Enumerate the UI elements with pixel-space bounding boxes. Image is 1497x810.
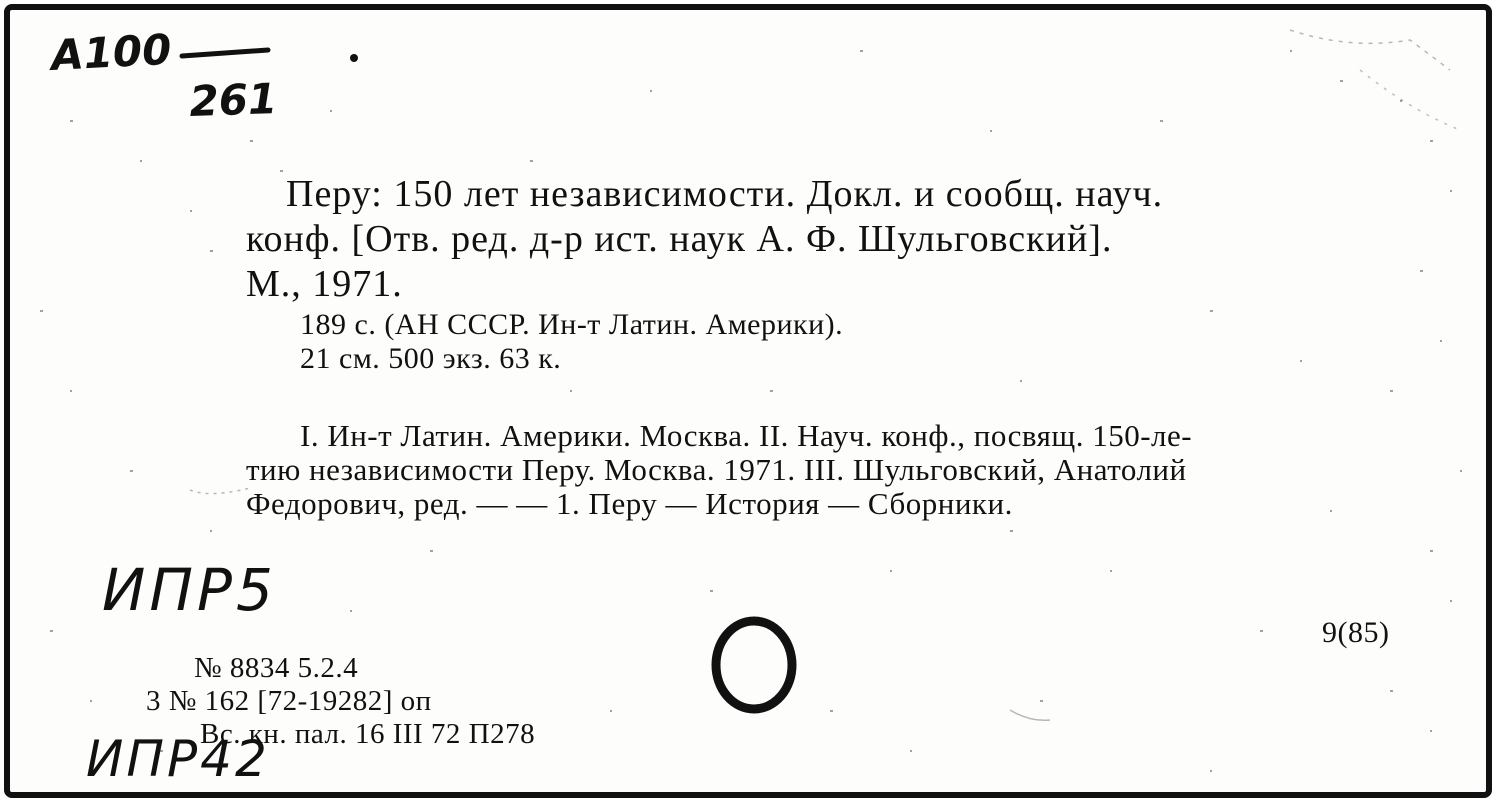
shelf-mark-bottom: 261 <box>188 73 278 126</box>
imprint-line-2: 3 № 162 [72-19282] оп <box>146 685 432 717</box>
handwritten-shelf-mark <box>40 20 380 140</box>
imprint-line-3: Вс. кн. пал. 16 III 72 П278 <box>200 718 536 750</box>
handwritten-code-1: ИПР5 <box>102 556 277 624</box>
imprint-line-1: № 8834 5.2.4 <box>194 652 359 684</box>
handwritten-code-2: ИПР42 <box>86 730 270 788</box>
catalog-card <box>4 4 1492 798</box>
tracing-line-1: I. Ин-т Латин. Америки. Москва. II. Науч. конф., посвящ. 150-ле- <box>300 418 1193 453</box>
record-line-4: 189 с. (АН СССР. Ин-т Латин. Америки). <box>300 308 844 341</box>
record-line-2: конф. [Отв. ред. д-р ист. наук А. Ф. Шульговский]. <box>246 218 1113 260</box>
tracing-line-3: Федорович, ред. — — 1. Перу — История — Сборники. <box>246 486 1013 521</box>
circle-stamp-icon <box>704 610 804 720</box>
classification-index: 9(85) <box>1322 616 1390 649</box>
record-line-5: 21 см. 500 экз. 63 к. <box>300 342 562 375</box>
record-line-3: М., 1971. <box>246 263 403 305</box>
shelf-mark-top: A100 <box>49 24 173 80</box>
tracing-line-2: тию независимости Перу. Москва. 1971. III. Шульговский, Анатолий <box>246 452 1187 487</box>
record-line-1: Перу: 150 лет независимости. Докл. и сообщ. науч. <box>286 173 1164 215</box>
